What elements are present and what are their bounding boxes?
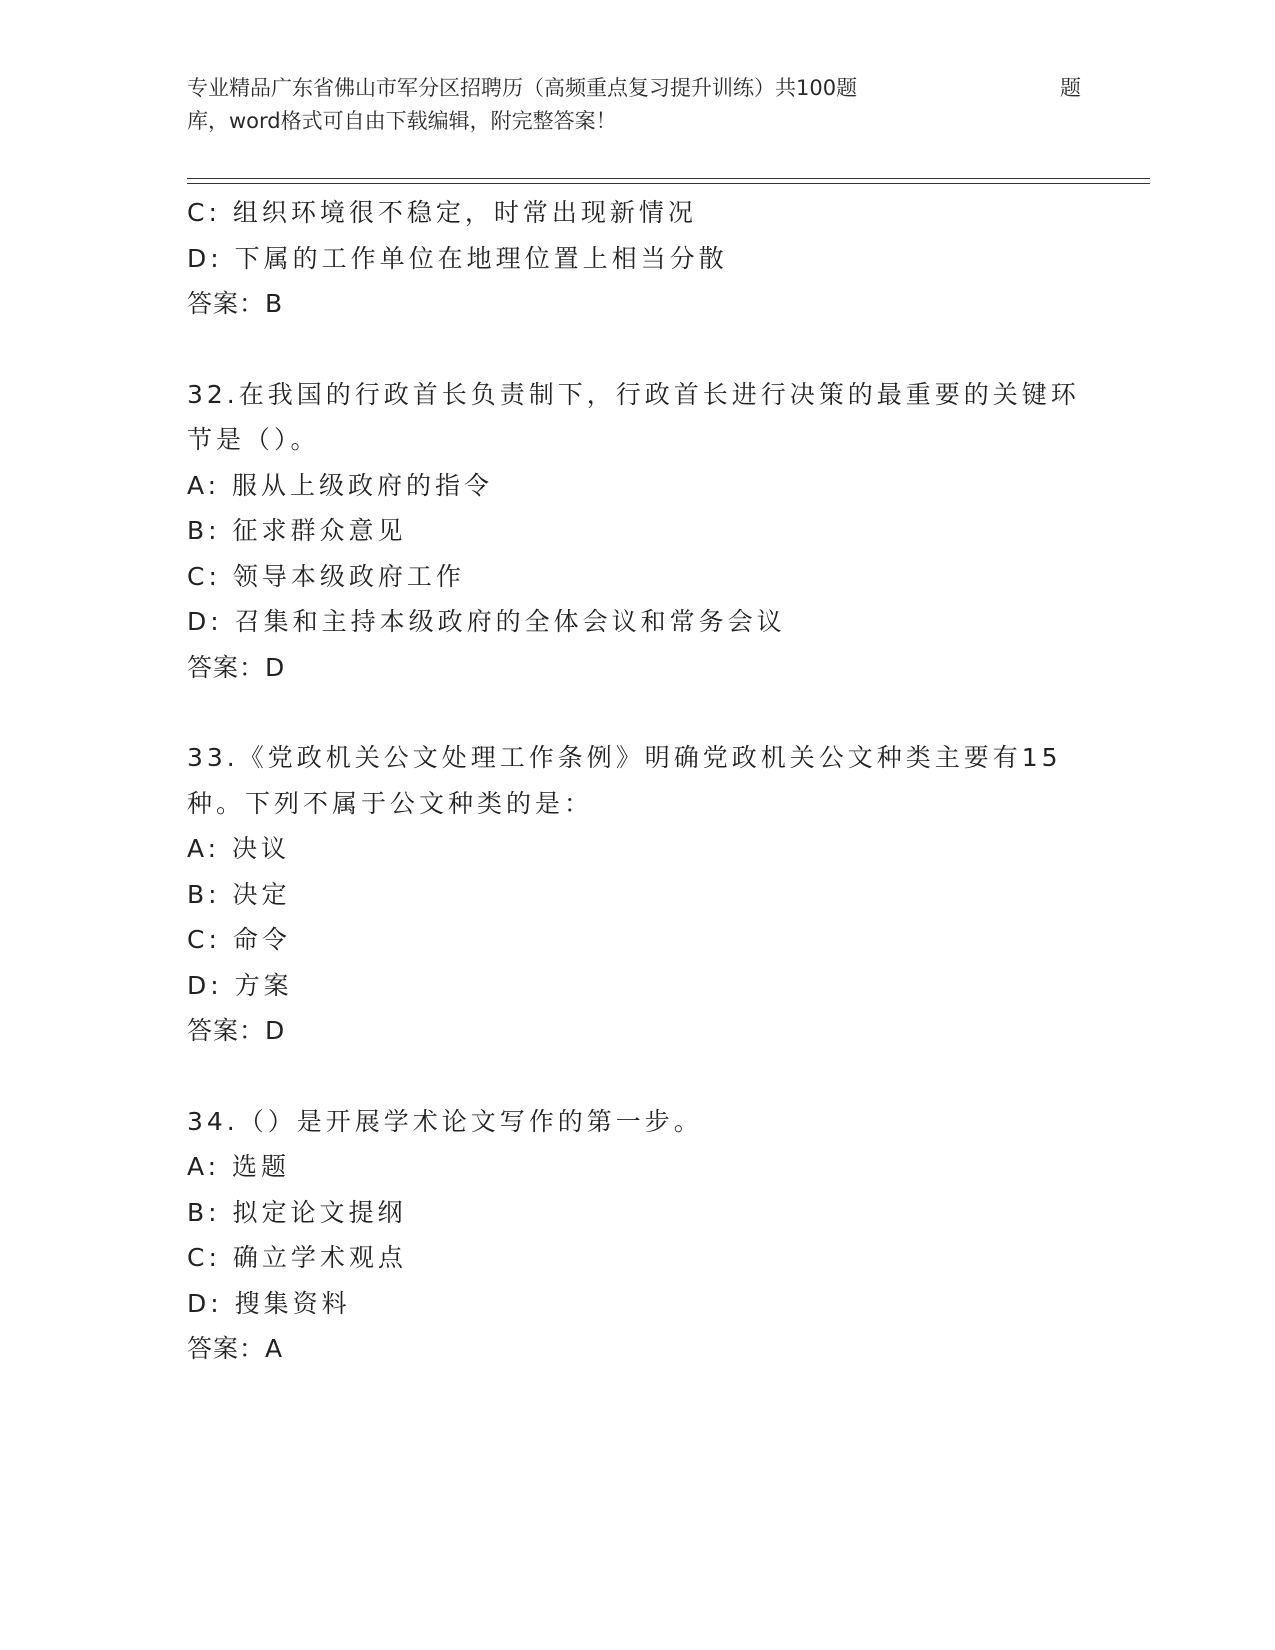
q33-answer: 答案：D <box>187 1016 286 1045</box>
prev-option-d: D: 下属的工作单位在地理位置上相当分散 <box>187 243 728 273</box>
header-title: 专业精品广东省佛山市军分区招聘历（高频重点复习提升训练）共100题 <box>187 76 858 100</box>
question-spacer <box>187 690 1087 735</box>
q33-stem-line-2: 种。下列不属于公文种类的是： <box>187 788 594 818</box>
header-rule-bottom <box>187 183 1150 184</box>
q33-option-b: B: 决定 <box>187 879 291 909</box>
prev-option-c: C: 组织环境很不稳定，时常出现新情况 <box>187 198 697 227</box>
header-line-2: 库，word格式可自由下载编辑，附完整答案！ <box>187 109 617 133</box>
q34-stem-line-1: 34.（）是开展学术论文写作的第一步。 <box>187 1106 703 1136</box>
q33-stem-line-1: 33.《党政机关公文处理工作条例》明确党政机关公文种类主要有15 <box>187 743 1062 772</box>
q34-option-d: D: 搜集资料 <box>187 1288 351 1318</box>
q33-option-a: A: 决议 <box>187 834 291 863</box>
q32-stem-line-2: 节是（）。 <box>187 425 320 454</box>
q34-answer: 答案：A <box>187 1334 284 1363</box>
q32-option-c: C: 领导本级政府工作 <box>187 561 465 591</box>
header-trailing-char: 题 <box>1060 76 1081 100</box>
q33-option-d: D: 方案 <box>187 970 293 1000</box>
question-spacer <box>187 1054 1087 1099</box>
header-line-1 <box>187 72 1087 105</box>
q34-option-a: A: 选题 <box>187 1152 291 1181</box>
q32-answer: 答案：D <box>187 652 286 682</box>
header-rule-top <box>187 178 1150 179</box>
prev-answer: 答案：B <box>187 289 284 318</box>
q32-option-a: A: 服从上级政府的指令 <box>187 470 494 500</box>
q32-option-b: B: 征求群众意见 <box>187 516 407 545</box>
q32-stem-line-1: 32.在我国的行政首长负责制下，行政首长进行决策的最重要的关键环 <box>187 379 1080 409</box>
q33-option-c: C: 命令 <box>187 925 291 954</box>
q32-option-d: D: 召集和主持本级政府的全体会议和常务会议 <box>187 607 786 636</box>
question-list <box>187 190 1087 1372</box>
question-spacer <box>187 327 1087 372</box>
q34-option-c: C: 确立学术观点 <box>187 1243 407 1272</box>
q34-option-b: B: 拟定论文提纲 <box>187 1197 407 1227</box>
document-header <box>187 72 1087 138</box>
